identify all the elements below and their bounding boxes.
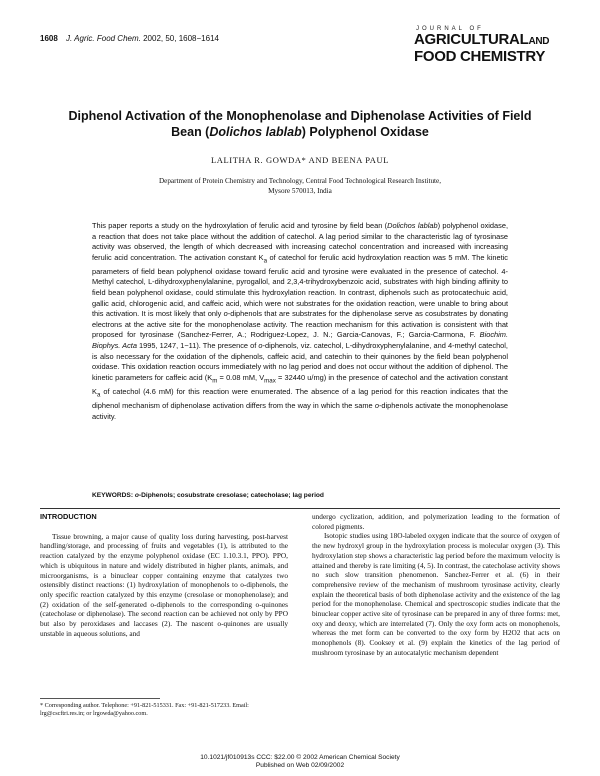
intro-paragraph-continued: undergo cyclization, addition, and polymerization leading to the formation of colored pigments. (312, 512, 560, 531)
publication-footer (150, 754, 450, 770)
keywords-label: KEYWORDS: (92, 492, 134, 499)
intro-paragraph-2: Isotopic studies using 18O-labeled oxygen indicate that the source of oxygen of the new hydroxyl group in the hydroxylation process is molecular oxygen (3). This hydroxylation step shows a characteristic lag period before the maximum velocity is attained and thereby is rate limiting (4, 5). In contrast, the catecholase activity shows no such slow transition phenomenon. Sanchez-Ferrer et al. (6) in their comprehensive review of the mechanism of mushroom tyrosinase activity, clearly explain the theoretical basis of both diphenolase activity and the existence of the lag period for the monophenolase. Chemical and spectroscopic studies indicate that the binuclear copper active site of tyrosinase can be prepared in any of three forms: met, oxy and deoxy, which are interrelated (7). Only the oxy form acts on monophenols, whereas the met form can be converted to the oxy form by H2O2 that acts on monophenols (8). Cooksey et al. (9) explain the kinetics of the lag period of mushroom tyrosinase by an autocatalytic mechanism dependent (312, 531, 560, 657)
doi-line: 10.1021/jf010913s CCC: $22.00 © 2002 American Chemical Society (200, 754, 400, 761)
introduction-heading: INTRODUCTION (40, 512, 97, 521)
published-date: Published on Web 02/09/2002 (255, 762, 345, 769)
right-column (312, 512, 560, 658)
journal-logo (414, 26, 564, 64)
affiliation: Department of Protein Chemistry and Technology, Central Food Technological Research Institute, Mysore 570013, India (158, 177, 442, 195)
running-header (40, 34, 219, 43)
footnote-divider (40, 698, 160, 699)
page-number: 1608 (40, 34, 58, 43)
abstract: This paper reports a study on the hydroxylation of ferulic acid and tyrosine by field bean (Dolichos lablab) polyphenol oxidase, a reaction that does not take place without the addition of catechol. A lag period similar to the characteristic lag of tyrosinase activity was observed, the length of which decreased with increasing catechol concentration and increased with increasing ferulic acid concentration. The activation constant $K_a$ of catechol for ferulic acid hydroxylation reaction was 5 mM. The kinetic parameters of field bean polyphenol oxidase toward ferulic acid and tyrosine were evaluated in the presence of catechol. 4-Methyl catechol, L-dihydroxyphenylalanine, pyrogallol, and 2,3,4-trihydroxybenzoic acid, substrates with high binding affinity to field bean polyphenol oxidase, could stimulate this hydroxylation reaction. In contrast, diphenols such as protocatechuic acid, gallic acid, chlorogenic acid, and caffeic acid, which were not substrates for the oxidation reaction, were unable to bring about this activation. It is most likely that only o-diphenols that are substrates for the diphenolase serve as cosubstrates by donating electrons at the active site for the monophenolase activity. The reaction mechanism for this activation is consistent with that proposed for tyrosinase (Sanchez-Ferrer, A.; Rodriguez-Lopez, J. N.; Garcia-Canovas, F.; Garcia-Carmona, F. Biochim. Biophys. Acta 1995, 1247, 1−11). The presence of o-diphenols, viz. catechol, L-dihydroxyphenylalanine, and 4-methyl catechol, is also necessary for the oxidation of the diphenols, caffeic acid, and catechin to their quinones by the field bean polyphenol oxidase. This oxidation reaction occurs immediately with no lag period and does not occur without the addition of diphenol. The kinetic parameters for caffeic acid ($K_m = 0.08$ mM, $V_{max} = 32440$ u/mg) in the presence of catechol and the activation constant $K_a$ of catechol (4.6 mM) for this reaction were enumerated. The absence of a lag period for this reaction indicates that the diphenol mechanism of diphenolase activation differs from the way in which the same o-diphenols activate the monophenolase activity. (92, 221, 509, 421)
logo-and: AND (528, 36, 550, 47)
section-divider (40, 508, 560, 509)
journal-year-volume: 2002, 50, 1608−1614 (143, 34, 219, 43)
left-column (40, 512, 288, 638)
keywords: KEYWORDS: o-Diphenols; cosubstrate cresolase; catecholase; lag period (92, 492, 324, 499)
logo-line-food-chemistry: FOOD CHEMISTRY (414, 48, 546, 65)
journal-name: J. Agric. Food Chem. (66, 34, 141, 43)
intro-paragraph-1: Tissue browning, a major cause of quality loss during harvesting, post-harvest handling/storage, and processing of fruits and vegetables (1), is attributed to the reaction catalyzed by the enzyme polyphenol oxidase (EC 1.10.3.1, PPO). PPO, which is ubiquitous in nature and widely distributed in higher plants, animals, and microorganisms, is a binuclear copper containing enzyme that catalyzes two ostensibly distinct reactions: (1) hydroxylation of monophenols to o-diphenols, the only specific reaction catalyzed by this enzyme (cresolase or monophenolase); and (2) oxidation of the self-generated o-diphenols to the corresponding o-quinones (catecholase or diphenolase). The second reaction can be achieved not only by PPO but also by peroxidases and laccases (2). The nascent o-quinones are usually unstable in aqueous solutions, and (40, 531, 288, 638)
authors: LALITHA R. GOWDA* AND BEENA PAUL (210, 155, 390, 165)
logo-line-agricultural: AGRICULTURALAND (414, 31, 550, 48)
logo-line-journal-of: JOURNAL OF (416, 26, 484, 32)
article-title: Diphenol Activation of the Monophenolase and Diphenolase Activities of Field Bean (Dolichos lablab) Polyphenol Oxidase (68, 109, 532, 139)
corresponding-author-footnote: * Corresponding author. Telephone: +91-821-515331. Fax: +91-821-517233. Email: lrg@cscftri.res.in; or lrgowda@yahoo.com. (40, 702, 249, 717)
